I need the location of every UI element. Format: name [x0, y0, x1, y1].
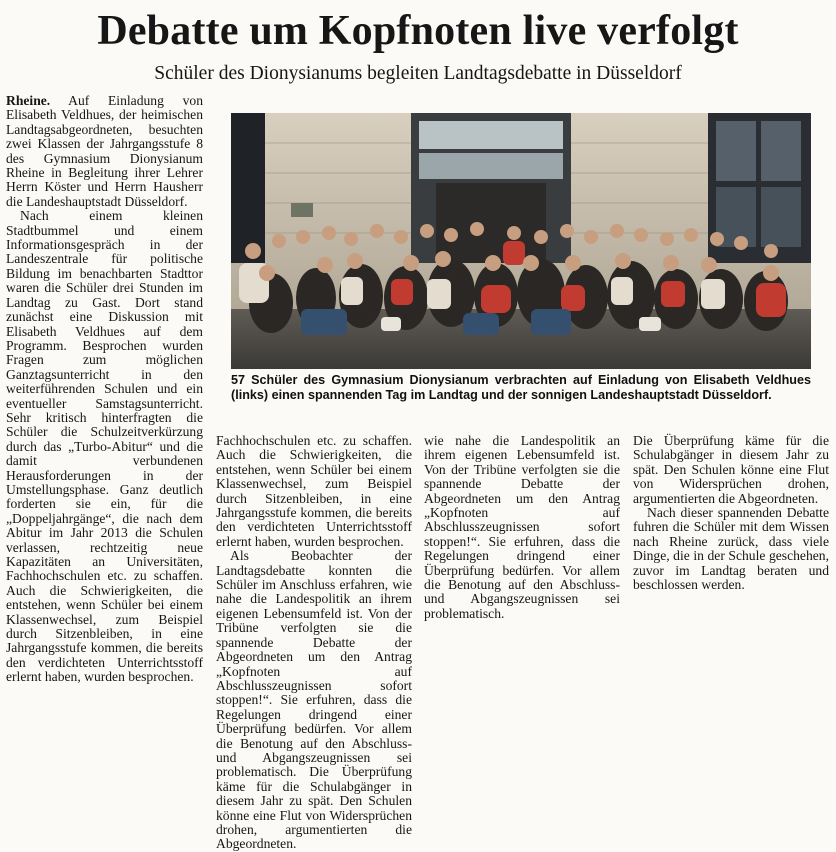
article-subheadline: Schüler des Dionysianums begleiten Landtagsdebatte in Düsseldorf — [154, 63, 682, 84]
article-column-1 — [6, 93, 203, 685]
article-column-3 — [424, 434, 620, 630]
article-paragraph-2-continued: Fachhochschulen etc. zu schaffen. Auch die Schwierigkeiten, die entstehen, wenn Schüler bei einem Klassenwechsel, zum Beispiel durch Sitzenbleiben, in eine Jahrgangsstufe kommen, die bereits den verdichteten Unterrichtsstoff erlernt haben, wurden besprochen. — [216, 433, 412, 549]
article-paragraph-4: Nach dieser spannenden Debatte fuhren die Schüler mit dem Wissen nach Rheine zurück, dass viele Dinge, die in der Schule geschehen, zuvor im Landtag beraten und beschlossen werden. — [633, 505, 829, 593]
article-paragraph-3-end: Die Überprüfung käme für die Schulabgänger in diesem Jahr zu spät. Den Schulen könne eine Flut von Widersprüchen drohen, argumentierten die Abgeordneten. — [633, 433, 829, 506]
group-photo — [231, 113, 811, 369]
article-paragraph-1 — [6, 94, 203, 209]
group-photo-image — [231, 113, 811, 369]
article-paragraph-3-continued: wie nahe die Landespolitik an ihrem eigenen Lebensumfeld ist. Von der Tribüne verfolgten sie die spannende Debatte der Abgeordneten um den Antrag „Kopfnoten auf Abschlusszeugnissen sofort stoppen!“. Sie erfuhren, dass die Regelungen dringend einer Überprüfung bedürfen. Vor allem die Benotung auf den Abschluss- und Abgangszeugnissen sei problematisch. — [424, 433, 620, 621]
article-paragraph-2: Nach einem kleinen Stadtbummel und einem Informationsgespräch in der Landeszentrale für politische Bildung im benachbarten Stadttor waren die Schüler drei Stunden im Landtag zu Gast. Dort stand zunächst eine Diskussion mit Elisabeth Veldhues auf dem Programm. Besprochen wurden Fragen zum möglichen Ganztagsunterricht in den weiterführenden Schulen und ein eventueller Samstagsunterricht. Sehr kritisch hinterfragten die Schüler die Schulzeitverkürzung durch das „Turbo-Abitur“ und die damit verbundenen Herausforderungen in der Umstellungsphase. Ganz deutlich forderten sie ein, für die „Doppeljahrgänge“, die nach dem Abitur im Jahr 2013 die Schulen verlassen, rechtzeitig neue Kapazitäten an Universitäten, Fachhochschulen etc. zu schaffen. Auch die Schwierigkeiten, die entstehen, wenn Schüler bei einem Klassenwechsel, zum Beispiel durch Sitzenbleiben, in eine Jahrgangsstufe kommen, die bereits den verdichteten Unterrichtsstoff erlernt haben, wurden besprochen. — [6, 208, 203, 685]
article-headline: Debatte um Kopfnoten live verfolgt — [97, 8, 739, 54]
article-paragraph-1-text: Auf Einladung von Elisabeth Veldhues, der heimischen Landtagsabgeordneten, besuchten zwei Klassen der Jahrgangsstufe 8 des Gymnasium Dionysianum Rheine in Begleitung ihrer Lehrer Herrn Köster und Herrn Hausherr die Landeshauptstadt Düsseldorf. — [6, 93, 203, 209]
dateline: Rheine. — [6, 93, 51, 108]
article-column-4 — [633, 434, 829, 630]
article-paragraph-3: Als Beobachter der Landtagsdebatte konnten die Schüler im Anschluss erfahren, wie nahe die Landespolitik an ihrem eigenen Lebensumfeld ist. Von der Tribüne verfolgten sie die spannende Debatte der Abgeordneten um den Antrag „Kopfnoten auf Abschlusszeugnissen sofort stoppen!“. Sie erfuhren, dass die Regelungen dringend einer Überprüfung bedürfen. Vor allem die Benotung auf den Abschluss- und Abgangszeugnissen sei problematisch. Die Überprüfung käme für die Schulabgänger in diesem Jahr zu spät. Den Schulen könne eine Flut von Widersprüchen drohen, argumentierten die Abgeordneten. — [216, 548, 412, 852]
photo-caption: 57 Schüler des Gymnasium Dionysianum verbrachten auf Einladung von Elisabeth Veldhues (links) einen spannenden Tag im Landtag und der sonnigen Landeshauptstadt Düsseldorf. — [231, 373, 811, 402]
article-column-2 — [216, 433, 412, 852]
